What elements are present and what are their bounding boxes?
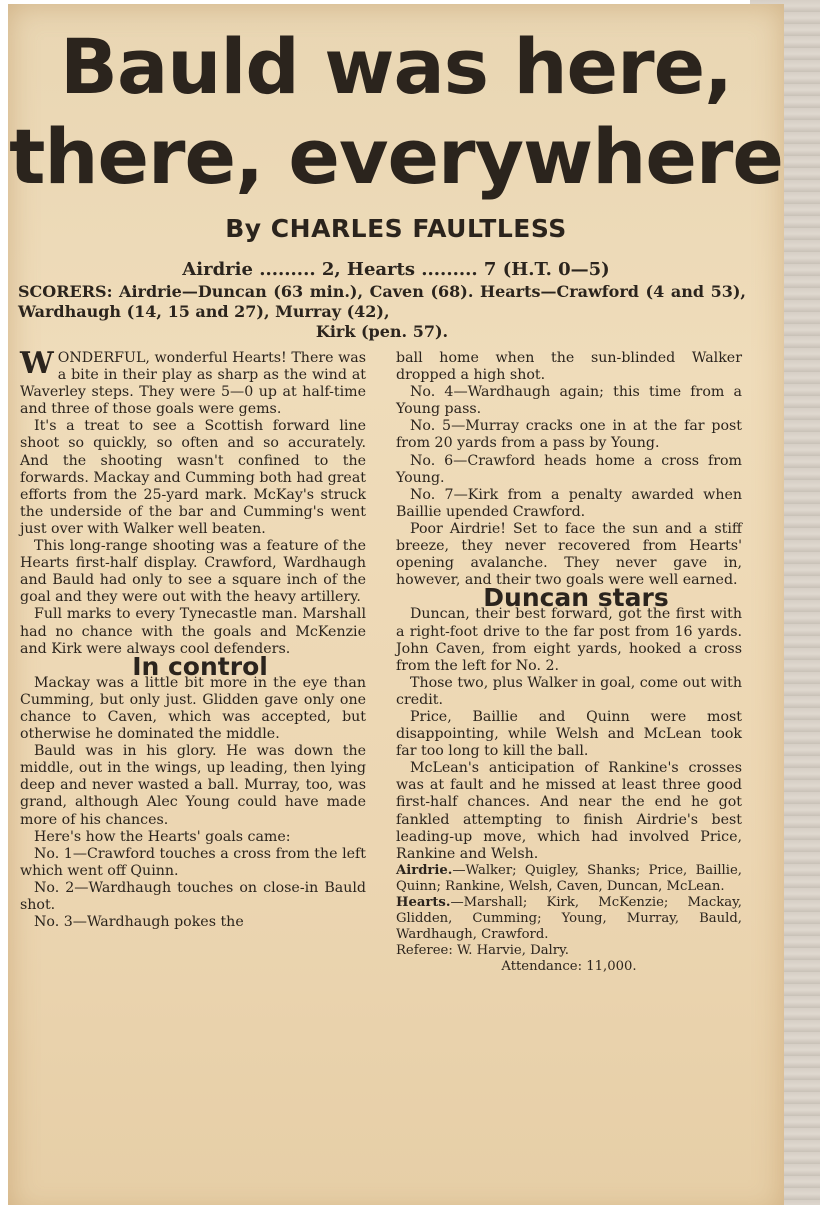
paragraph: Those two, plus Walker in goal, come out with credit. — [396, 674, 742, 708]
scorers-last-line: Kirk (pen. 57). — [315, 322, 449, 341]
paragraph: This long-range shooting was a feature of the Hearts first-half display. Crawford, Wardhaugh and Bauld had only to see a square inch of the goal and they were out with the heavy artillery. — [20, 538, 366, 606]
paragraph: Here's how the Hearts' goals came: — [34, 828, 291, 845]
newspaper-clipping — [8, 4, 784, 1216]
match-result: Airdrie ......... 2, Hearts ......... 7 (H.T. 0—5) — [182, 259, 610, 280]
paragraph: Bauld was in his glory. He was down the middle, out in the wings, up leading, then lying deep and never wasted a ball. Murray, too, was grand, although Alec Young could have made more of his chances. — [20, 743, 366, 828]
airdrie-lineup — [396, 863, 742, 895]
airdrie-players: —Walker; Quigley, Shanks; Price, Baillie, Quinn; Rankine, Welsh, Caven, Duncan, McLean. — [396, 862, 742, 894]
paragraph: No. 4—Wardhaugh again; this time from a Young pass. — [396, 384, 742, 418]
headline-line-2: there, everywhere — [9, 112, 783, 201]
paragraph: It's a treat to see a Scottish forward line shoot so quickly, so often and so accurately. And the shooting wasn't confined to the forwards. Mackay and Cumming both had great efforts from the 25-yard mark. McKay's struck the underside of the bar and Cumming's went just over with Walker well beaten. — [20, 418, 366, 537]
team-lineups — [396, 863, 742, 975]
hearts-label: Hearts. — [396, 894, 451, 910]
referee: Referee: W. Harvie, Dalry. — [396, 942, 569, 958]
paragraph: ball home when the sun-blinded Walker dropped a high shot. — [396, 350, 742, 384]
subheading-in-control: In control — [132, 651, 268, 681]
bottom-margin — [0, 1205, 820, 1222]
paragraph: No. 6—Crawford heads home a cross from Young. — [396, 452, 742, 486]
attendance: Attendance: 11,000. — [501, 958, 637, 974]
paragraph: No. 7—Kirk from a penalty awarded when Baillie upended Crawford. — [396, 486, 742, 520]
drop-cap: W — [20, 346, 54, 381]
headline — [8, 22, 784, 202]
paragraph: Mackay was a little bit more in the eye than Cumming, but only just. Glidden gave only one chance to Caven, which was accepted, but otherwise he dominated the middle. — [20, 674, 366, 743]
scorers — [18, 282, 746, 342]
paragraph: No. 1—Crawford touches a cross from the left which went off Quinn. — [20, 845, 366, 879]
paragraph: Price, Baillie and Quinn were most disappointing, while Welsh and McLean took far too long to kill the ball. — [396, 708, 742, 760]
hearts-players: —Marshall; Kirk, McKenzie; Mackay, Glidden, Cumming; Young, Murray, Bauld, Wardhaugh, Crawford. — [396, 894, 742, 942]
headline-line-1: Bauld was here, — [60, 22, 732, 111]
paragraph: Duncan, their best forward, got the first with a right-foot drive to the far post from 16 yards. John Caven, from eight yards, hooked a cross from the left for No. 2. — [396, 606, 742, 674]
paragraph — [20, 346, 366, 418]
paragraph: No. 2—Wardhaugh touches on close-in Bauld shot. — [20, 879, 366, 913]
byline: By CHARLES FAULTLESS — [225, 214, 567, 243]
hearts-lineup — [396, 895, 742, 943]
right-column — [396, 350, 742, 975]
left-column — [20, 346, 366, 931]
paragraph: Poor Airdrie! Set to face the sun and a stiff breeze, they never recovered from Hearts' opening avalanche. They never gave in, however, and their two goals were well earned. — [396, 520, 742, 589]
subheading-duncan-stars: Duncan stars — [483, 583, 669, 613]
paragraph: McLean's anticipation of Rankine's crosses was at fault and he missed at least three good first-half chances. And near the end he got fankled attempting to finish Airdrie's best leading-up move, which had involved Price, Rankine and Welsh. — [396, 760, 742, 862]
scorers-text: SCORERS: Airdrie—Duncan (63 min.), Caven (68). Hearts—Crawford (4 and 53), Wardhaugh (14, 15 and 27), Murray (42), — [18, 282, 746, 321]
paragraph: No. 5—Murray cracks one in at the far post from 20 yards from a pass by Young. — [396, 418, 742, 452]
paragraph: No. 3—Wardhaugh pokes the — [34, 914, 244, 931]
paragraph: Full marks to every Tynecastle man. Marshall had no chance with the goals and McKenzie and Kirk were always cool defenders. — [20, 606, 366, 657]
paragraph-text: ONDERFUL, wonderful Hearts! There was a bite in their play as sharp as the wind at Waverley steps. They were 5—0 up at half-time and three of those goals were gems. — [20, 350, 366, 418]
airdrie-label: Airdrie. — [396, 862, 453, 878]
